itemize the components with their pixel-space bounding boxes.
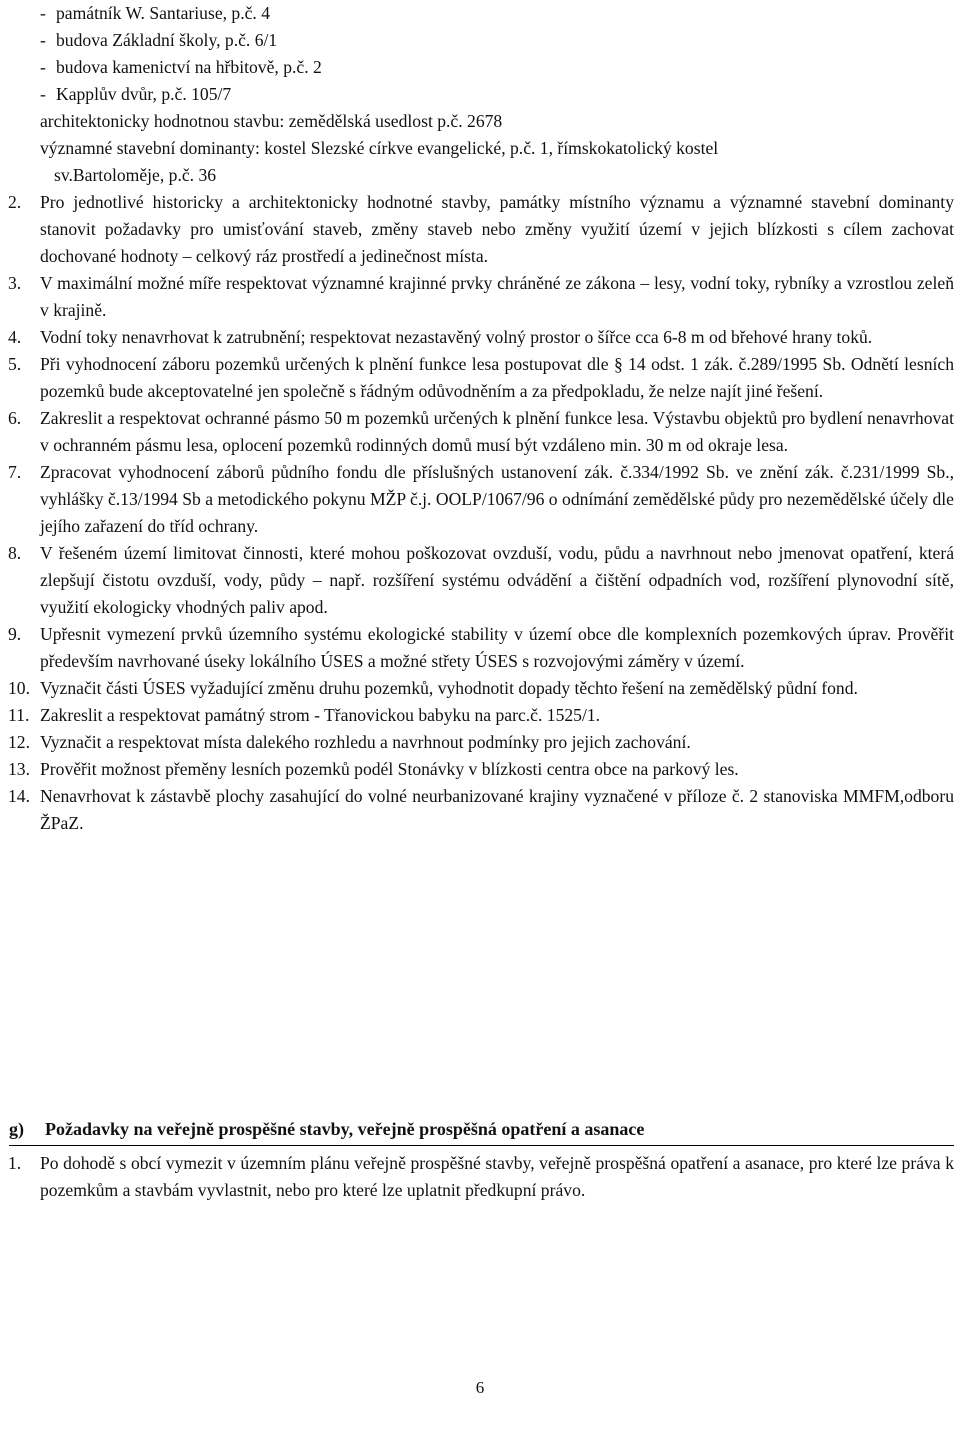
item-number: 13. xyxy=(8,759,30,779)
numbered-item xyxy=(8,405,954,459)
numbered-list xyxy=(8,189,954,837)
numbered-item xyxy=(8,756,954,783)
item-number: 6. xyxy=(8,408,22,428)
item-text: Vyznačit části ÚSES vyžadující změnu druhu pozemků, vyhodnotit dopady těchto řešení na zemědělský půdní fond. xyxy=(40,678,858,698)
item-number: 2. xyxy=(8,192,22,212)
item-number: 14. xyxy=(8,786,30,806)
list-item-text: budova kamenictví na hřbitově, p.č. 2 xyxy=(56,57,322,77)
item-text: Po dohodě s obcí vymezit v územním plánu veřejně prospěšné stavby, veřejně prospěšná opatření a asanace, pro které lze práva k pozemkům a stavbám vyvlastnit, nebo pro které lze uplatnit předkupní právo. xyxy=(40,1153,954,1200)
section-title: Požadavky na veřejně prospěšné stavby, veřejně prospěšná opatření a asanace xyxy=(45,1119,645,1139)
numbered-item xyxy=(8,729,954,756)
item-number: 12. xyxy=(8,732,30,752)
item-number: 4. xyxy=(8,327,22,347)
item-number: 8. xyxy=(8,543,22,563)
item-number: 11. xyxy=(8,705,30,725)
section-label: g) xyxy=(9,1119,24,1139)
numbered-item xyxy=(8,783,954,837)
section-g-content xyxy=(8,1150,954,1204)
item-text: Pro jednotlivé historicky a architektonicky hodnotné stavby, památky místního významu a významné stavební dominanty stanovit požadavky pro umisťování staveb, změny staveb nebo změny využití území v jejich blízkosti s cílem zachovat dochované hodnoty – celkový ráz prostředí a jedinečnost místa. xyxy=(40,192,954,266)
dominants-continuation: sv.Bartoloměje, p.č. 36 xyxy=(54,165,217,185)
numbered-item xyxy=(8,459,954,540)
item-number: 1. xyxy=(8,1153,22,1173)
item-text: Vyznačit a respektovat místa dalekého rozhledu a navrhnout podmínky pro jejich zachování. xyxy=(40,732,691,752)
item-number: 5. xyxy=(8,354,22,374)
numbered-item xyxy=(8,675,954,702)
item-text: Zakreslit a respektovat památný strom - Třanovickou babyku na parc.č. 1525/1. xyxy=(40,705,601,725)
numbered-item xyxy=(8,324,954,351)
item-number: 3. xyxy=(8,273,22,293)
numbered-item xyxy=(8,540,954,621)
item-text: Vodní toky nenavrhovat k zatrubnění; respektovat nezastavěný volný prostor o šířce cca 6-8 m od břehové hrany toků. xyxy=(40,327,873,347)
list-item: - památník W. Santariuse, p.č. 4 xyxy=(40,3,271,23)
item-text: Zpracovat vyhodnocení záborů půdního fondu dle příslušných ustanovení zák. č.334/1992 Sb. ve znění zák. č.231/1999 Sb., vyhlášky č.13/1994 Sb a metodického pokynu MŽP č.j. OOLP/1067/96 o odnímání zemědělské půdy pro nezemědělské účely dle jejího zařazení do tříd ochrany. xyxy=(40,462,954,536)
item-text: Zakreslit a respektovat ochranné pásmo 50 m pozemků určených k plnění funkce lesa. Výstavbu objektů pro bydlení nenavrhovat v ochranném pásmu lesa, oplocení pozemků rodinných domů musí být vzdáleno min. 30 m od okraje lesa. xyxy=(40,408,954,455)
page-number: 6 xyxy=(475,1378,485,1397)
item-text: Upřesnit vymezení prvků územního systému ekologické stability v území obce dle komplexních pozemkových úprav. Prověřit především navrhované úseky lokálního ÚSES a možné střety ÚSES s rozvojovými záměry v území. xyxy=(40,624,954,671)
numbered-item xyxy=(8,621,954,675)
dash-list xyxy=(40,0,954,108)
list-item-text: památník W. Santariuse, p.č. 4 xyxy=(56,3,271,23)
list-item-text: budova Základní školy, p.č. 6/1 xyxy=(56,30,278,50)
list-item: - Kapplův dvůr, p.č. 105/7 xyxy=(40,84,232,104)
numbered-item xyxy=(8,189,954,270)
main-content xyxy=(8,0,954,837)
list-item: - budova kamenictví na hřbitově, p.č. 2 xyxy=(40,57,322,77)
item-text: V maximální možné míře respektovat významné krajinné prvky chráněné ze zákona – lesy, vodní toky, rybníky a vzrostlou zeleň v krajině. xyxy=(40,273,954,320)
numbered-item xyxy=(8,270,954,324)
item-text: Při vyhodnocení záboru pozemků určených k plnění funkce lesa postupovat dle § 14 odst. 1 zák. č.289/1995 Sb. Odnětí lesních pozemků bude akceptovatelné jen společně s řádným odůvodněním a za předpokladu, že nelze najít jiné řešení. xyxy=(40,354,954,401)
list-item: - budova Základní školy, p.č. 6/1 xyxy=(40,30,278,50)
item-number: 7. xyxy=(8,462,22,482)
numbered-item xyxy=(8,702,954,729)
dominants-line: významné stavební dominanty: kostel Slezské církve evangelické, p.č. 1, římskokatolický kostel xyxy=(40,138,719,158)
numbered-item xyxy=(8,351,954,405)
item-text: V řešeném území limitovat činnosti, které mohou poškozovat ovzduší, vodu, půdu a navrhnout nebo jmenovat opatření, která zlepšují čistotu ovzduší, vody, půdy – např. rozšíření systému odvádění a čištění odpadních vod, rozšíření plynovodní sítě, využití ekologicky vhodných paliv apod. xyxy=(40,543,954,617)
architecture-line: architektonicky hodnotnou stavbu: zemědělská usedlost p.č. 2678 xyxy=(40,111,503,131)
item-number: 9. xyxy=(8,624,22,644)
item-text: Nenavrhovat k zástavbě plochy zasahující do volné neurbanizované krajiny vyznačené v příloze č. 2 stanoviska MMFM,odboru ŽPaZ. xyxy=(40,786,954,833)
list-item-text: Kapplův dvůr, p.č. 105/7 xyxy=(56,84,232,104)
section-heading-g xyxy=(9,1116,954,1146)
item-number: 10. xyxy=(8,678,30,698)
numbered-item xyxy=(8,1150,954,1204)
item-text: Prověřit možnost přeměny lesních pozemků podél Stonávky v blízkosti centra obce na parkový les. xyxy=(40,759,739,779)
